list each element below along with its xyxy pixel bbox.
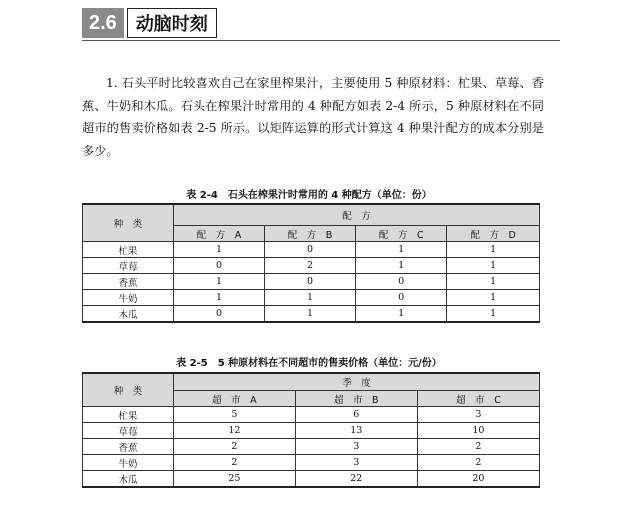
table-cell: 0 (265, 274, 356, 290)
price-table (82, 372, 540, 488)
table-cell: 1 (265, 290, 356, 306)
table-cell: 2 (265, 258, 356, 274)
table-cell: 2 (417, 439, 539, 455)
table-cell: 1 (447, 258, 540, 274)
table1-column-header: 配 方 C (356, 226, 447, 242)
row-name: 草莓 (83, 423, 174, 439)
row-name: 香蕉 (83, 439, 174, 455)
table-row (83, 242, 540, 258)
section-title: 动脑时刻 (127, 8, 217, 38)
table-cell: 3 (295, 439, 417, 455)
table-cell: 22 (295, 471, 417, 488)
table1-caption: 表 2-4 石头在榨果汁时常用的 4 种配方（单位：份） (186, 190, 432, 201)
table-row (83, 439, 540, 455)
table-cell: 6 (295, 407, 417, 423)
table-cell: 2 (174, 455, 296, 471)
row-name: 杧果 (83, 407, 174, 423)
table-cell: 3 (417, 407, 539, 423)
table-cell: 0 (356, 274, 447, 290)
table-cell: 1 (174, 242, 265, 258)
row-name: 木瓜 (83, 471, 174, 488)
exercise-paragraph: 1. 石头平时比较喜欢自己在家里榨果汁，主要使用 5 种原材料：杧果、草莓、香蕉、牛奶和木瓜。石头在榨果汁时常用的 4 种配方如表 2-4 所示，5 种原材料在不同超市的售卖价格如表 2-5 所示。以矩阵运算的形式计算这 4 种果汁配方的成本分别是多少。 (82, 76, 544, 158)
table1-column-header: 配 方 D (447, 226, 540, 242)
table-cell: 10 (417, 423, 539, 439)
table-cell: 20 (417, 471, 539, 488)
table-cell: 2 (174, 439, 296, 455)
table-cell: 1 (447, 290, 540, 306)
table-row (83, 258, 540, 274)
table1-group-header: 配 方 (174, 204, 540, 226)
table-row (83, 407, 540, 423)
table-cell: 1 (356, 242, 447, 258)
table-cell: 0 (356, 290, 447, 306)
heading-rule (82, 40, 560, 41)
table1-column-header: 配 方 A (174, 226, 265, 242)
table-cell: 1 (356, 306, 447, 323)
table1-row-header: 种 类 (83, 204, 174, 242)
table-cell: 3 (295, 455, 417, 471)
row-name: 木瓜 (83, 306, 174, 323)
table1-column-header: 配 方 B (265, 226, 356, 242)
table-cell: 13 (295, 423, 417, 439)
table2-group-header: 季 度 (174, 373, 540, 391)
table-cell: 12 (174, 423, 296, 439)
table-cell: 2 (417, 455, 539, 471)
table-cell: 0 (174, 306, 265, 323)
table-row (83, 471, 540, 488)
row-name: 杧果 (83, 242, 174, 258)
table-row (83, 274, 540, 290)
table-row (83, 455, 540, 471)
row-name: 香蕉 (83, 274, 174, 290)
section-number: 2.6 (82, 8, 124, 38)
row-name: 牛奶 (83, 455, 174, 471)
section-heading (82, 8, 217, 38)
recipe-table (82, 203, 540, 323)
table-cell: 1 (174, 290, 265, 306)
table2-caption: 表 2-5 5 种原材料在不同超市的售卖价格（单位：元/份） (176, 358, 442, 369)
table-cell: 0 (265, 242, 356, 258)
table-row (83, 423, 540, 439)
table-cell: 1 (447, 242, 540, 258)
table2-column-header: 超 市 B (295, 391, 417, 407)
table2-column-header: 超 市 C (417, 391, 539, 407)
row-name: 牛奶 (83, 290, 174, 306)
table-cell: 0 (174, 258, 265, 274)
table-cell: 1 (356, 258, 447, 274)
table-cell: 1 (447, 306, 540, 323)
table-cell: 5 (174, 407, 296, 423)
table-cell: 25 (174, 471, 296, 488)
table-cell: 1 (447, 274, 540, 290)
row-name: 草莓 (83, 258, 174, 274)
table-cell: 1 (174, 274, 265, 290)
table2-row-header: 种 类 (83, 373, 174, 407)
table-cell: 1 (265, 306, 356, 323)
table-row (83, 290, 540, 306)
table-row (83, 306, 540, 323)
table2-column-header: 超 市 A (174, 391, 296, 407)
